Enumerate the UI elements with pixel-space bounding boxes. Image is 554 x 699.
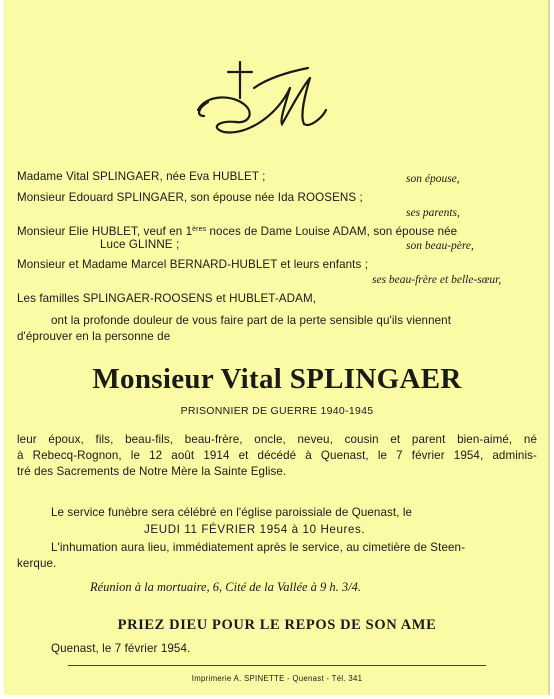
printer-line: Imprimerie A. SPINETTE - Quenast - Tél. 341 [191,674,363,683]
place-date: Quenast, le 7 février 1954. [51,642,191,655]
family-line-1: Madame Vital SPLINGAER, née Eva HUBLET ; [17,170,266,183]
family-line-3b: Luce GLINNE ; [100,238,180,251]
printer-rule [68,665,486,666]
deceased-name: Monsieur Vital SPLINGAER [92,363,462,395]
family-line-4: Monsieur et Madame Marcel BERNARD-HUBLET et leurs enfants ; [17,258,369,271]
announcement-line-2: d'éprouver en la personne de [17,330,171,343]
meeting-line: Réunion à la mortuaire, 6, Cité de la Vallée à 9 h. 3/4. [90,580,362,594]
family-line-2: Monsieur Edouard SPLINGAER, son épouse née Ida ROOSENS ; [17,191,363,204]
bio-line-1: leur époux, fils, beau-fils, beau-frère, oncle, neveu, cousin et parent bien-aimé, né [17,433,537,446]
service-line-4: kerque. [17,557,57,570]
service-line-3: L'inhumation aura lieu, immédiatement après le service, au cimetière de Steen- [51,541,466,554]
family-role-3: son beau-père, [406,240,474,252]
service-line-1: Le service funèbre sera célébré en l'église paroissiale de Quenast, le [51,506,413,519]
death-notice-card [4,0,550,695]
cross-monogram-icon [188,58,330,136]
announcement-line-1: ont la profonde douleur de vous faire part de la perte sensible qu'ils viennent [51,314,452,327]
family-line-5: Les familles SPLINGAER-ROOSENS et HUBLET-ADAM, [17,292,317,305]
family-role-1: son épouse, [406,173,460,185]
bio-line-2: à Rebecq-Rognon, le 12 août 1914 et décédé à Quenast, le 7 février 1954, adminis- [17,449,537,462]
family-role-2: ses parents, [406,207,460,219]
prisoner-of-war-line: PRISONNIER DE GUERRE 1940-1945 [180,405,374,417]
family-line-3: Monsieur Elie HUBLET, veuf en 1ères noces de Dame Louise ADAM, son épouse née [17,225,458,238]
prayer-line: PRIEZ DIEU POUR LE REPOS DE SON AME [117,617,437,633]
bio-line-3: tré des Sacrements de Notre Mère la Sainte Eglise. [17,465,287,478]
family-role-4: ses beau-frère et belle-sœur, [372,274,502,286]
service-line-2: JEUDI 11 FÉVRIER 1954 à 10 Heures. [144,523,366,536]
